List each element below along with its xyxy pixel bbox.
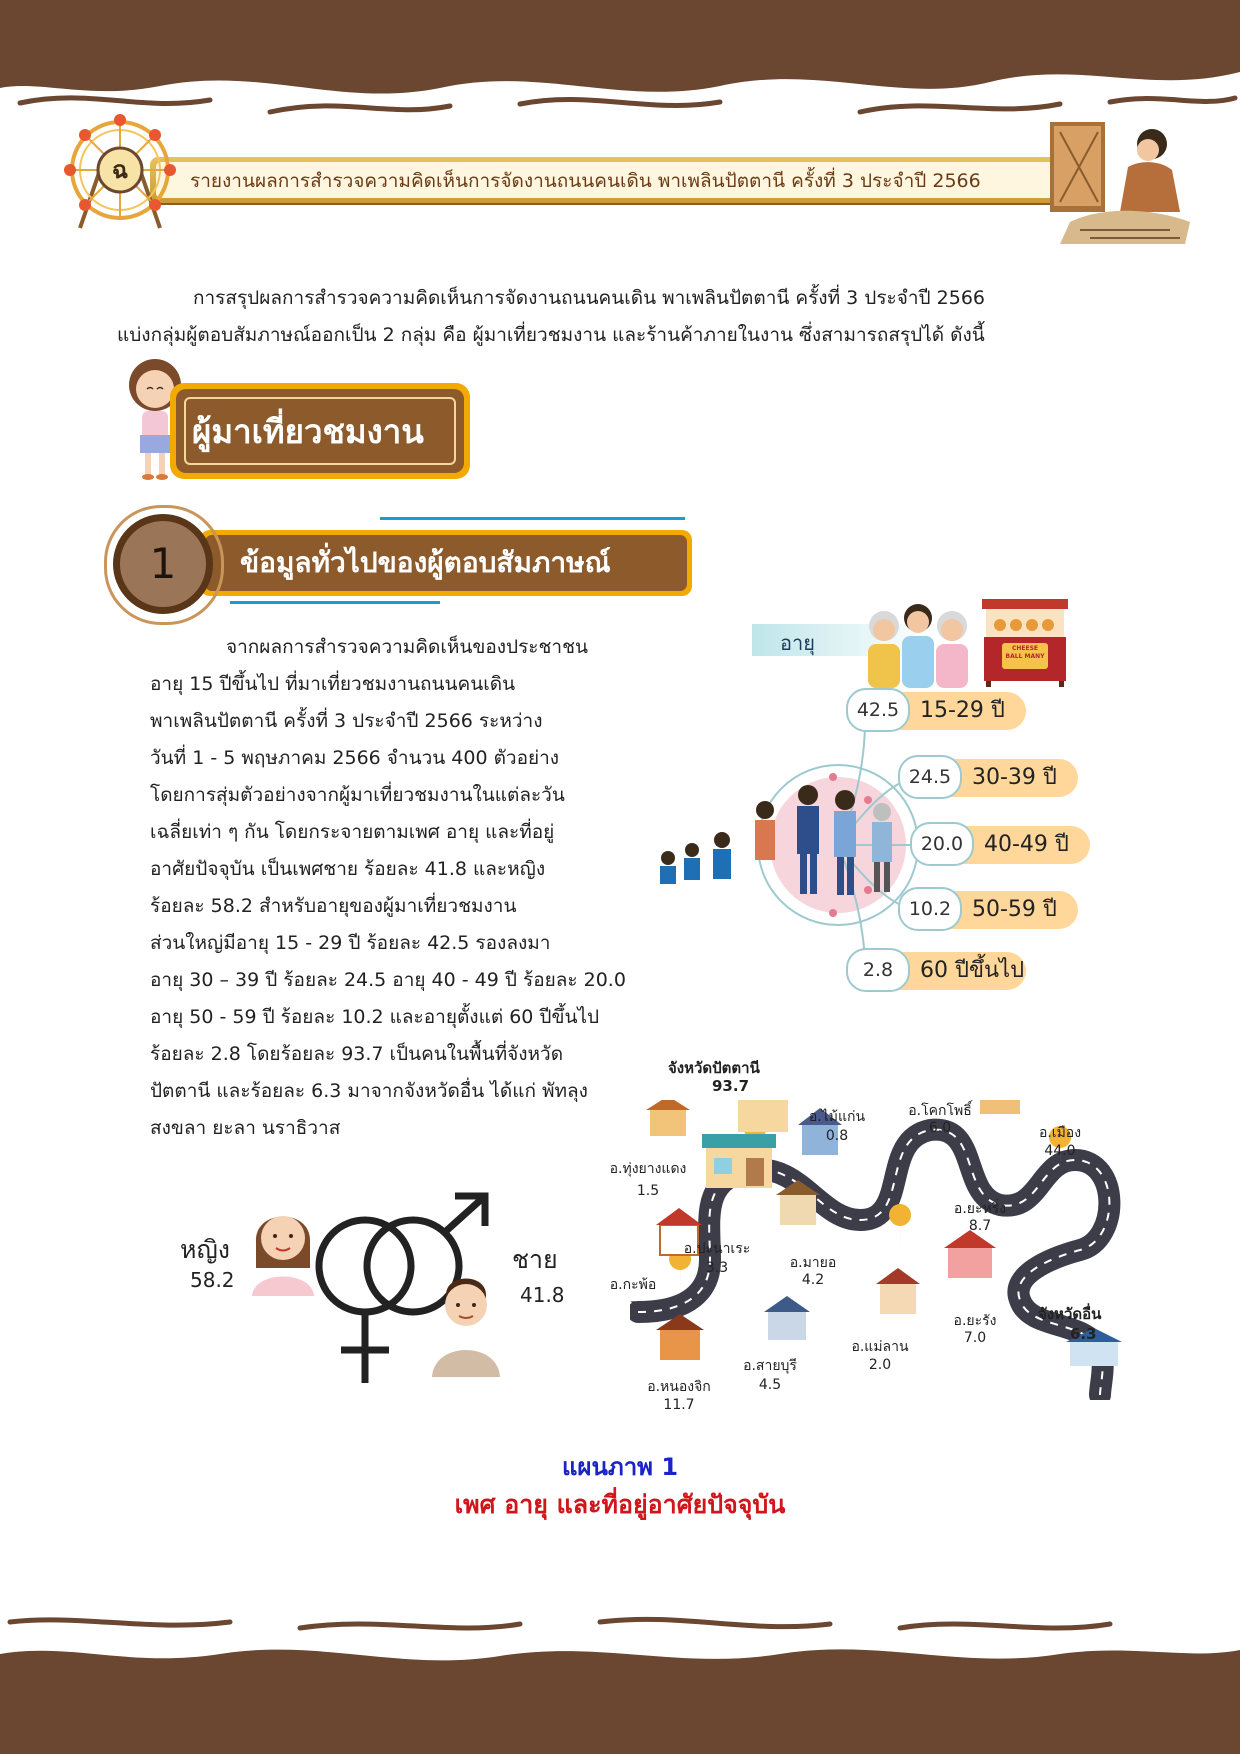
district-name: อ.กะพ้อ	[609, 1277, 657, 1293]
body-line: ปัตตานี และร้อยละ 6.3 มาจากจังหวัดอื่น ได้แก่ พัทลุง	[150, 1080, 588, 1102]
age-group-value: 2.8	[846, 948, 910, 992]
district-name: อ.มายอ	[789, 1255, 837, 1271]
body-line: สงขลา ยะลา นราธิวาส	[150, 1117, 341, 1139]
district-name: อ.โคกโพธิ์	[908, 1103, 972, 1119]
subsection-number-circle	[113, 514, 213, 614]
district-name: อ.ยะรัง	[953, 1313, 997, 1329]
province-shop-icon	[700, 1128, 778, 1190]
body-line: ร้อยละ 58.2 สำหรับอายุของผู้มาเที่ยวชมงาน	[150, 895, 517, 917]
body-line: อาศัยปัจจุบัน เป็นเพศชาย ร้อยละ 41.8 และหญิง	[150, 858, 546, 880]
district-value: 8.7	[968, 1218, 992, 1234]
district-name: อ.ยะหริ่ง	[953, 1201, 1007, 1217]
subsection-bar	[200, 530, 692, 596]
report-header-title: รายงานผลการสำรวจความคิดเห็นการจัดงานถนนคนเดิน พาเพลินปัตตานี ครั้งที่ 3 ประจำปี 2566	[190, 170, 981, 192]
age-group-pill	[910, 759, 1078, 797]
elderly-family-illustration	[862, 600, 974, 688]
age-group-label: 15-29 ปี	[920, 698, 1005, 723]
district-value: 3.3	[705, 1260, 729, 1276]
body-line: ส่วนใหญ่มีอายุ 15 - 29 ปี ร้อยละ 42.5 รองลงมา	[150, 932, 551, 954]
age-group-label: 40-49 ปี	[984, 832, 1069, 857]
age-group-label: 30-39 ปี	[972, 765, 1057, 790]
age-group-value: 42.5	[846, 688, 910, 732]
subsection-line-bottom	[230, 601, 440, 604]
district-value: -	[630, 1294, 636, 1310]
body-line: เฉลี่ยเท่า ๆ กัน โดยกระจายตามเพศ อายุ และที่อยู่	[150, 821, 555, 843]
other-province-label: จังหวัดอื่น	[1038, 1305, 1102, 1323]
district-value: 7.0	[963, 1330, 987, 1346]
district-value: 11.7	[663, 1397, 695, 1413]
body-line: อายุ 15 ปีขึ้นไป ที่มาเที่ยวชมงานถนนคนเดิน	[150, 673, 516, 695]
district-name: อ.ปะนาเระ	[683, 1241, 751, 1257]
body-line: อายุ 30 – 39 ปี ร้อยละ 24.5 อายุ 40 - 49 ปี ร้อยละ 20.0	[150, 969, 626, 991]
age-group-pill	[910, 891, 1078, 929]
age-label: อายุ	[780, 631, 815, 655]
subsection-number: 1	[149, 539, 177, 588]
age-group-value: 20.0	[910, 822, 974, 866]
age-group-value: 24.5	[898, 755, 962, 799]
intro-line-2: แบ่งกลุ่มผู้ตอบสัมภาษณ์ออกเป็น 2 กลุ่ม คือ ผู้มาเที่ยวชมงาน และร้านค้าภายในงาน ซึ่งสามารถสรุปได้ ดังนี้	[117, 324, 985, 346]
district-name: อ.เมือง	[1038, 1125, 1082, 1141]
district-name: อ.ไม้แก่น	[808, 1109, 866, 1125]
intro-line-1: การสรุปผลการสำรวจความคิดเห็นการจัดงานถนนคนเดิน พาเพลินปัตตานี ครั้งที่ 3 ประจำปี 2566	[193, 287, 986, 309]
district-value: 2.0	[868, 1357, 892, 1373]
section-banner-title: ผู้มาเที่ยวชมงาน	[192, 412, 424, 451]
figure-caption-title: เพศ อายุ และที่อยู่อาศัยปัจจุบัน	[454, 1490, 786, 1519]
district-value: 0.8	[825, 1128, 849, 1144]
body-line: โดยการสุ่มตัวอย่างจากผู้มาเที่ยวชมงานในแต่ละวัน	[150, 784, 565, 806]
district-name: อ.แม่ลาน	[851, 1339, 909, 1355]
district-value: 4.5	[758, 1377, 782, 1393]
body-line: อายุ 50 - 59 ปี ร้อยละ 10.2 และอายุตั้งแต่ 60 ปีขึ้นไป	[150, 1006, 600, 1028]
age-group-label: 50-59 ปี	[972, 897, 1057, 922]
body-line: จากผลการสำรวจความคิดเห็นของประชาชน	[226, 636, 588, 658]
other-province-value: 6.3	[1070, 1325, 1097, 1343]
body-line: วันที่ 1 - 5 พฤษภาคม 2566 จำนวน 400 ตัวอย่าง	[150, 747, 560, 769]
food-stall-illustration	[980, 597, 1070, 687]
male-label: ชาย	[512, 1245, 558, 1274]
stall-sign: CHEESE BALL MANY	[1005, 645, 1045, 660]
district-name: อ.ทุ่งยางแดง	[609, 1161, 687, 1177]
male-value: 41.8	[520, 1283, 565, 1307]
body-line: พาเพลินปัตตานี ครั้งที่ 3 ประจำปี 2566 ระหว่าง	[150, 710, 543, 732]
figure-caption-number: แผนภาพ 1	[561, 1453, 679, 1481]
province-label: จังหวัดปัตตานี	[668, 1059, 760, 1077]
age-group-pill	[858, 692, 1026, 730]
top-decorative-band	[0, 0, 1240, 115]
district-value: 44.0	[1044, 1143, 1076, 1159]
male-avatar	[428, 1265, 504, 1377]
subsection-line-top	[380, 517, 685, 520]
weaving-woman-illustration	[1040, 112, 1190, 247]
section-banner	[170, 383, 470, 479]
district-value: 1.5	[636, 1183, 660, 1199]
body-line: ร้อยละ 2.8 โดยร้อยละ 93.7 เป็นคนในพื้นที่จังหวัด	[150, 1043, 564, 1065]
age-group-value: 10.2	[898, 887, 962, 931]
district-value: 4.2	[801, 1272, 825, 1288]
female-label: หญิง	[180, 1235, 230, 1264]
province-value: 93.7	[712, 1077, 750, 1095]
district-value: 6.0	[928, 1120, 952, 1136]
district-name: อ.สายบุรี	[743, 1358, 797, 1374]
ferris-wheel-illustration	[60, 110, 180, 230]
district-name: อ.หนองจิก	[647, 1379, 711, 1395]
age-group-pill	[858, 952, 1026, 990]
bottom-decorative-band	[0, 1614, 1240, 1754]
subsection-title: ข้อมูลทั่วไปของผู้ตอบสัมภาษณ์	[240, 546, 611, 579]
age-group-pill	[922, 826, 1090, 864]
badge-letter: ฉ	[111, 156, 129, 184]
female-value: 58.2	[190, 1268, 235, 1292]
age-group-label: 60 ปีขึ้นไป	[920, 958, 1025, 983]
